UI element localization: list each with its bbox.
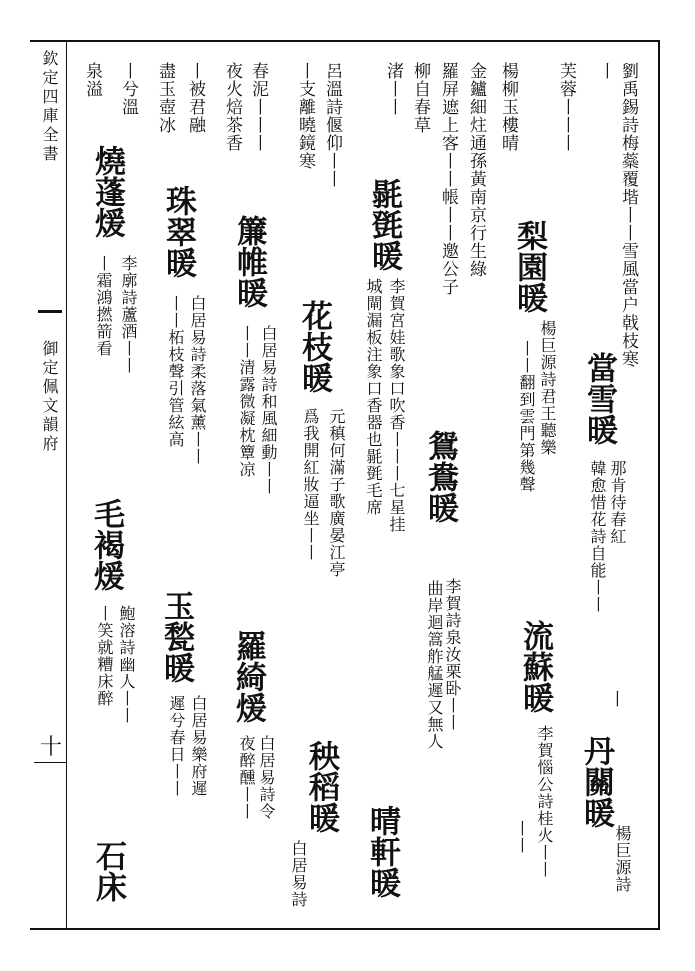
text-column: 夜醉醺丨丨: [237, 735, 256, 820]
margin-book-title: 御定佩文韻府: [40, 340, 59, 454]
entry-headword: 丹關暖: [578, 735, 614, 828]
entry-headword: 梨園暖: [511, 220, 547, 313]
entry-headword: 玉甃暖: [158, 590, 194, 683]
text-column: [519, 620, 551, 713]
text-column: [92, 840, 124, 902]
fishtail-mark: [38, 310, 62, 313]
text-column: 丨被君融: [185, 62, 205, 134]
text-column: 李賀宮娃歌象口吹香丨丨丨七星挂: [387, 278, 406, 533]
text-column: [368, 178, 400, 271]
text-column: 楊巨源詩君王聽樂: [538, 320, 557, 456]
text-column: 丨: [595, 62, 615, 80]
text-column: 丨: [605, 690, 625, 708]
margin-divider-rule: [66, 40, 67, 930]
text-column: 丨支離曉鏡寒: [295, 62, 315, 170]
text-column: [305, 740, 337, 833]
entry-headword: 毛褐煖: [88, 498, 124, 591]
text-column: 李廓詩蘆酒丨丨: [119, 255, 138, 374]
entry-headword: 簾帷暖: [231, 215, 267, 308]
top-border-rule: [30, 40, 660, 42]
entry-headword: 鴛鴦暖: [422, 430, 458, 523]
text-column: 曲岸迴篙舴艋遲又無人: [425, 580, 444, 750]
text-column: 盡玉壺冰: [155, 62, 175, 134]
text-column: 羅屏遮上客丨丨帳丨丨邀公子: [438, 62, 458, 296]
entry-headword: 當雪暖: [581, 352, 617, 445]
text-column: 丨霜鴻撚箭看: [94, 255, 113, 357]
text-column: [513, 220, 545, 313]
text-column: [232, 630, 264, 723]
text-column: 楊柳玉樓晴: [498, 62, 518, 152]
text-column: [90, 498, 122, 591]
text-column: 丨兮溫: [118, 62, 138, 116]
bottom-border-rule: [30, 928, 660, 930]
entry-headword: 珠翠暖: [160, 185, 196, 278]
text-column: 丨丨柘枝聲引管絃高: [166, 295, 185, 448]
text-column: 夜火焙茶香: [222, 62, 242, 152]
text-column: 丨丨: [512, 820, 531, 854]
text-column: 鮑溶詩幽人丨丨: [117, 605, 136, 724]
text-column: [91, 145, 123, 238]
margin-title: 欽定四庫全書: [40, 50, 59, 164]
text-column: 那肯待春紅: [608, 460, 627, 545]
entry-headword: 毾㲪暖: [366, 178, 402, 271]
text-column: 白居易樂府遲: [189, 695, 208, 797]
text-column: 丨笑就糟床醉: [95, 605, 114, 707]
text-column: 爲我開紅妝逼坐丨丨: [301, 408, 320, 561]
text-column: [366, 805, 398, 898]
entry-headword: 花枝暖: [296, 300, 332, 393]
text-column: 白居易詩令: [257, 735, 276, 820]
text-column: 劉禹錫詩梅蘂覆堦丨丨雪風當户戟枝寒: [618, 62, 638, 368]
text-column: 元稹何滿子歌廣晏江亭: [327, 408, 346, 578]
text-column: 春泥丨丨丨: [248, 62, 268, 152]
text-column: 芙蓉丨丨丨: [556, 62, 576, 152]
right-border-rule: [658, 40, 660, 930]
text-column: 金鑪細炷通孫黃南京行生綠: [466, 62, 486, 278]
entry-headword: 秧稻暖: [303, 740, 339, 833]
text-column: 白居易詩柔落氣薰丨丨: [188, 295, 207, 465]
entry-headword: 晴軒暖: [364, 805, 400, 898]
text-column: 韓愈惜花詩自能丨丨: [588, 460, 607, 613]
text-column: 白居易詩: [289, 840, 308, 908]
text-column: 遲兮春日丨丨: [167, 695, 186, 797]
folio-rule: [34, 762, 66, 763]
text-column: 丨丨翻到雲門第幾聲: [517, 340, 536, 493]
text-column: [162, 185, 194, 278]
text-column: [298, 300, 330, 393]
entry-headword: 流蘇暖: [517, 620, 553, 713]
text-column: 白居易詩和風細動丨丨: [259, 325, 278, 495]
text-column: 李賀惱公詩桂火丨丨: [535, 725, 554, 878]
text-column: [580, 735, 612, 828]
text-column: 李賀詩泉汝栗卧丨丨: [443, 578, 462, 731]
text-column: [583, 352, 615, 445]
text-column: 柳自春草: [410, 62, 430, 134]
entry-headword: 羅綺煖: [230, 630, 266, 723]
text-column: 楊巨源詩: [613, 825, 632, 893]
text-column: 丨丨清露微凝枕簟凉: [237, 325, 256, 478]
text-column: 渚丨丨: [383, 62, 403, 116]
entry-headword: 燒蓬煖: [89, 145, 125, 238]
text-column: [424, 430, 456, 523]
text-column: 泉溢: [82, 62, 102, 98]
text-column: [160, 590, 192, 683]
text-column: [233, 215, 265, 308]
entry-headword: 石床: [90, 840, 126, 902]
text-column: 城閘漏板注象口香器也毾㲪毛席: [364, 278, 383, 516]
folio-number: 十: [40, 735, 63, 760]
text-column: 呂溫詩偃仰丨丨: [322, 62, 342, 188]
